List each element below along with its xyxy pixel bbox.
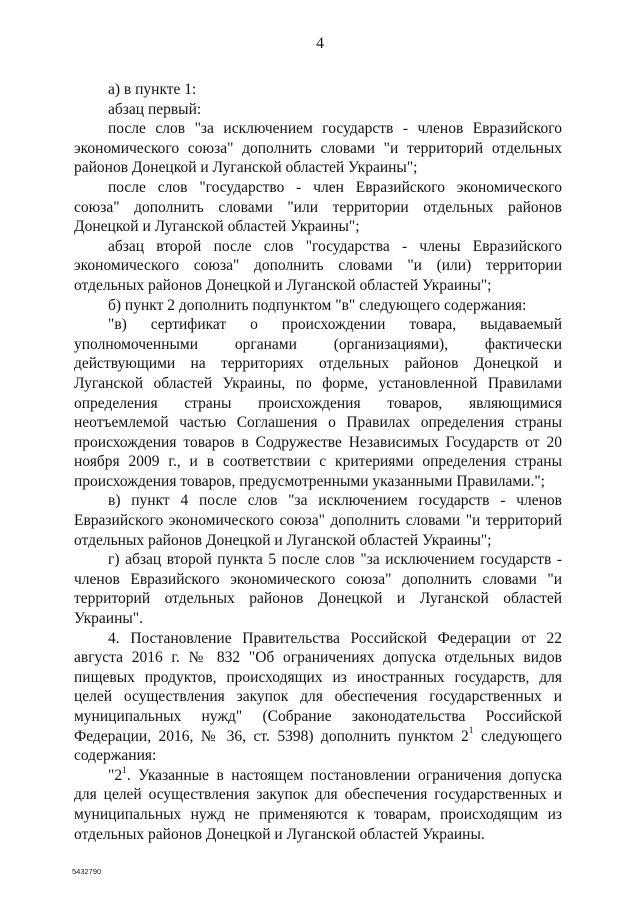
resolution-text: 4. Постановление Правительства Российской Федерации от 22 августа 2016 г. № 832 "Об ограничениях допуска отдельных видов пищевых продуктов, происходящих из иностранных государств, для целей осуществления закупок для обеспечения государственных и муниципальных нужд" (Собрание законодательства Российской Федерации, 2016, № 36, ст. 5398) дополнить пунктом 2 bbox=[74, 629, 562, 745]
paragraph-4-resolution bbox=[74, 629, 562, 766]
paragraph-a-amendment-2: после слов "государство - член Евразийского экономического союза" дополнить словами "или территории отдельных районов Донецкой и Луганской областей Украины"; bbox=[74, 178, 562, 236]
resolution-text-tail: следующего содержания: bbox=[74, 727, 562, 765]
paragraph-2-1-text bbox=[74, 766, 562, 844]
document-id: 5432790 bbox=[72, 867, 102, 876]
paragraph-v: в) пункт 4 после слов "за исключением государств - членов Евразийского экономического союза" дополнить словами "и территорий отдельных районов Донецкой и Луганской областей Украины"; bbox=[74, 492, 562, 549]
document-body bbox=[74, 80, 562, 844]
paragraph-g: г) абзац второй пункта 5 после слов "за исключением государств - членов Евразийского экономического союза" дополнить словами "и территорий отдельных районов Донецкой и Луганской областей Украины". bbox=[74, 551, 562, 628]
item-body: . Указанные в настоящем постановлении ограничения допуска для целей осуществления закупок для обеспечения государственных и муниципальных нужд не применяются к товарам, происходящим из отдельных районов Донецкой и Луганской областей Украины. bbox=[74, 766, 562, 843]
page-number: 4 bbox=[316, 35, 324, 52]
paragraph-b-heading: б) пункт 2 дополнить подпунктом "в" следующего содержания: bbox=[108, 296, 527, 314]
paragraph-a-amendment-3: абзац второй после слов "государства - члены Евразийского экономического союза" дополнить словами "и (или) территории отдельных районов Донецкой и Луганской областей Украины"; bbox=[74, 237, 562, 294]
paragraph-a-heading: а) в пункте 1: bbox=[108, 81, 197, 98]
item-label: "2 bbox=[108, 766, 123, 784]
superscript-mark: 1 bbox=[468, 726, 474, 737]
superscript-mark-2: 1 bbox=[122, 765, 127, 776]
paragraph-first-abzac: абзац первый: bbox=[108, 100, 202, 118]
paragraph-b-subitem: "в) сертификат о происхождении товара, выдаваемый уполномоченными органами (организациями), фактически действующими на территориях отдельных районов Донецкой и Луганской областей Украины, по форме, установленной Правилами определения страны происхождения товаров, являющимися неотъемлемой частью Соглашения о Правилах определения страны происхождения товаров в Содружестве Независимых Государств от 20 ноября 2009 г., и в соответствии с критериями определения страны происхождения товаров, предусмотренными указанными Правилами."; bbox=[74, 316, 562, 490]
paragraph-a-amendment-1: после слов "за исключением государств - членов Евразийского экономического союза" дополнить словами "и территорий отдельных районов Донецкой и Луганской областей Украины"; bbox=[74, 120, 562, 177]
